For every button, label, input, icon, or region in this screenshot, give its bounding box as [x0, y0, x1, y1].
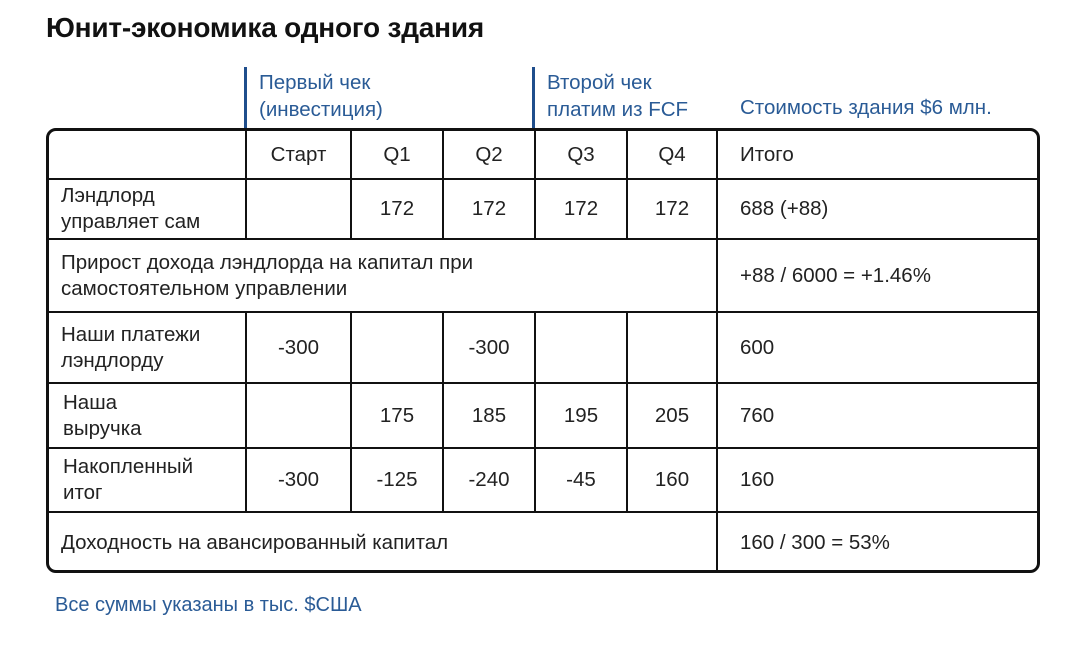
cell-landlord-q1: 172	[379, 197, 415, 220]
cell-cumulative-q3: -45	[566, 468, 596, 491]
cell-payments-q4	[628, 313, 716, 382]
column-divider	[716, 131, 718, 573]
cell-cumulative-q4: 160	[654, 468, 690, 491]
row-label-landlord-self: Лэндлорд управляет сам	[61, 184, 201, 233]
cell-cumulative-q1: -125	[376, 468, 418, 491]
header-q4: Q4	[658, 142, 686, 166]
cell-payments-start: -300	[277, 335, 320, 359]
second-check-annotation: Второй чек платим из FCF	[547, 71, 689, 121]
header-total: Итого	[740, 142, 794, 166]
cell-cumulative-q2: -240	[468, 468, 510, 491]
cell-landlord-q3: 172	[563, 197, 599, 220]
cell-landlord-gain-total: +88 / 6000 = +1.46%	[740, 263, 931, 287]
cell-revenue-q2: 185	[471, 403, 507, 427]
cell-payments-q3	[536, 313, 626, 382]
cell-revenue-start	[247, 384, 350, 447]
cell-landlord-start	[247, 180, 350, 238]
header-q1: Q1	[383, 142, 411, 166]
cell-landlord-q4: 172	[654, 197, 690, 220]
building-cost-annotation: Стоимость здания $6 млн.	[740, 96, 992, 119]
cell-landlord-q2: 172	[471, 197, 507, 220]
cell-cumulative-start: -300	[277, 468, 320, 491]
cell-revenue-total: 760	[740, 403, 775, 427]
header-q2: Q2	[475, 142, 503, 166]
cell-payments-q2: -300	[468, 335, 510, 359]
unit-economics-table	[46, 128, 1040, 573]
row-label-roi: Доходность на авансированный капитал	[61, 531, 449, 554]
cell-revenue-q3: 195	[563, 403, 599, 427]
cell-revenue-q1: 175	[379, 403, 415, 427]
row-label-payments: Наши платежи лэндлорду	[61, 322, 201, 372]
cell-cumulative-total: 160	[740, 468, 775, 491]
cell-landlord-total: 688 (+88)	[740, 197, 829, 220]
first-check-annotation: Первый чек (инвестиция)	[259, 71, 383, 121]
second-check-marker	[532, 67, 535, 129]
page-title: Юнит-экономика одного здания	[46, 12, 485, 43]
row-label-revenue: Наша выручка	[63, 390, 142, 440]
header-q3: Q3	[567, 142, 595, 166]
row-label-cumulative: Накопленный итог	[63, 455, 194, 504]
header-start: Старт	[270, 142, 327, 166]
footnote: Все суммы указаны в тыс. $США	[55, 594, 362, 616]
cell-payments-total: 600	[740, 335, 775, 359]
row-label-landlord-gain: Прирост дохода лэндлорда на капитал при самостоятельном управлении	[61, 250, 474, 300]
cell-payments-q1	[352, 313, 442, 382]
cell-revenue-q4: 205	[654, 403, 690, 427]
cell-roi-total: 160 / 300 = 53%	[740, 531, 890, 554]
first-check-marker	[244, 67, 247, 129]
